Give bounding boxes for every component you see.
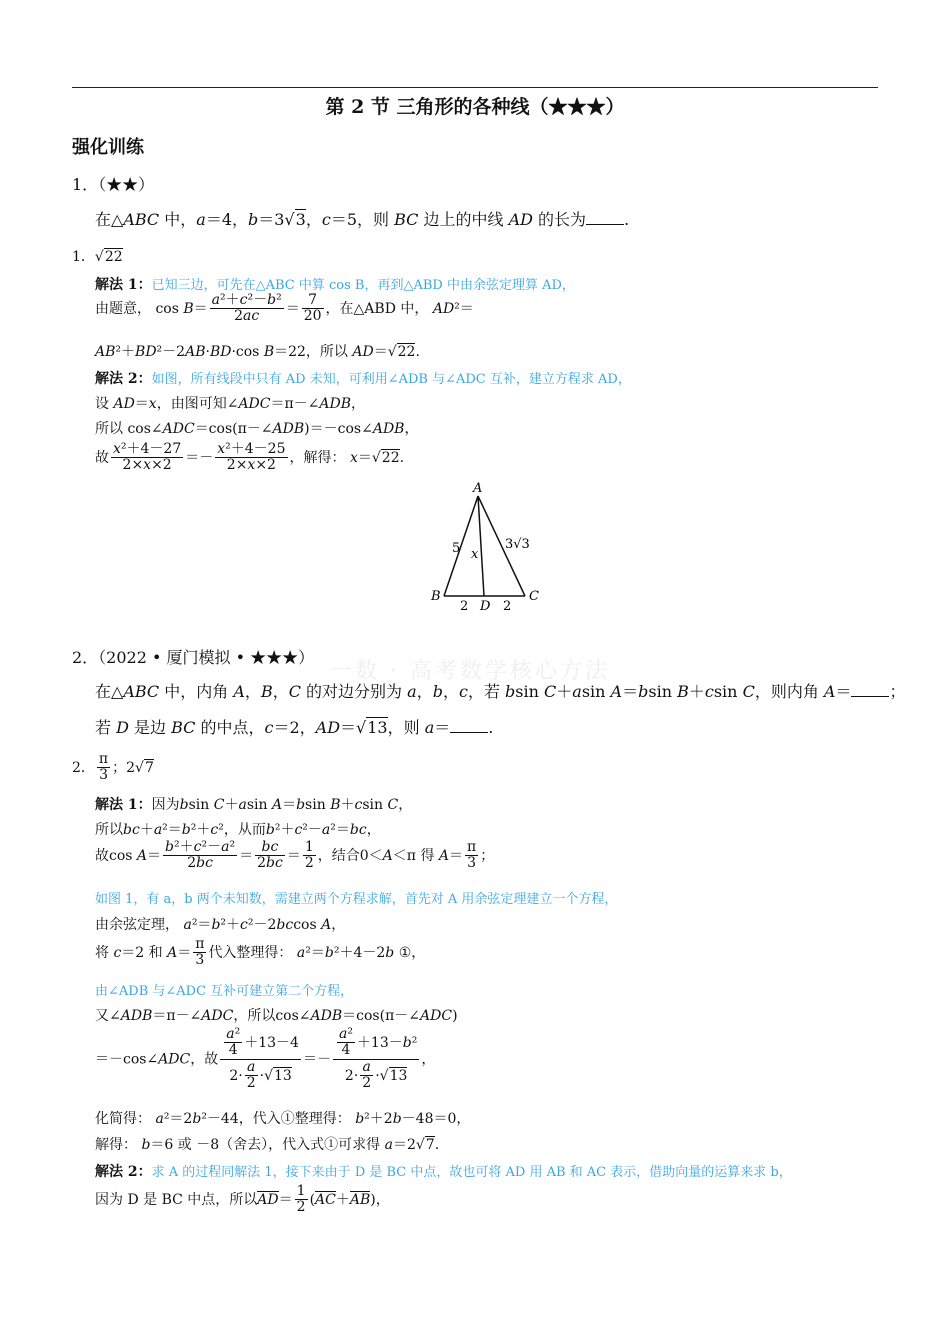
side-AB [444,496,478,596]
label-B: B [431,589,441,604]
label-D: D [480,599,491,614]
q2-s2-line1: 解法 2：求 A 的过程同解法 1，接下来由于 D 是 BC 中点，故也可将 AD 用 AB 和 AC 表示，借助向量的运算来求 b， [95,1164,792,1180]
q2-s1-line2: 所以bc＋a²＝b²＋c²，从而b²＋c²－a²＝bc， [95,822,381,838]
q1-answer: 1．√22 [72,249,123,265]
median-AD [478,496,484,596]
q1-s2-line1: 解法 2：如图，所有线段中只有 AD 未知，可利用∠ADB 与∠ADC 互补，建立方程求 AD， [95,371,631,387]
q1-s1-line1: 解法 1：已知三边，可先在△ABC 中算 cos B，再到△ABD 中由余弦定理算 AD， [95,277,575,293]
q2-simplify: 化简得： a²＝2b²－44，代入①整理得： b²＋2b－48＝0， [95,1111,471,1127]
q2-cos-law: 由余弦定理， a²＝b²＋c²－2bccos A， [95,917,346,933]
q2-substitute: 将 c＝2 和 A＝ $\frac{\pi}{3}$ 代入整理得： a²＝b²＋4－2b ①， [95,936,426,969]
q2-text-line2: 若 D 是边 BC 的中点，c＝2，AD＝√13，则 a＝ . [95,718,494,737]
q2-hint1: 如图 1，有 a，b 两个未知数，需建立两个方程求解，首先对 A 用余弦定理建立一个方程， [95,892,618,907]
q2-s2-line2: 因为 D 是 BC 中点，所以AD＝ $\frac{1}{2}$ (AC＋AB)， [95,1183,390,1216]
label-median: x [471,547,479,562]
top-rule [72,87,878,88]
q1-s1-line2: 由题意， cos B＝ $\frac{\text{a²＋c²－b²}}{2ac}$ ＝ $\frac{7}{20}$ ，在△ABD 中， AD²＝ [95,292,474,325]
q2-hint2: 由∠ADB 与∠ADC 互补可建立第二个方程， [95,984,354,999]
label-DC: 2 [503,599,512,614]
q1-triangle-figure [425,480,545,615]
q1-s1-line3: AB²＋BD²－2AB·BD·cos B＝22，所以 AD＝√22. [95,344,420,360]
watermark: 一数 · 高考数学核心方法 [330,659,610,684]
q1-s2-line2: 设 AD＝x，由图可知∠ADC＝π－∠ADB， [95,396,366,412]
q2-text-line1: 在△ABC 中，内角 A，B，C 的对边分别为 a，b，c，若 bsin C＋asin A＝bsin B＋csin C，则内角 A＝ ； [95,682,906,701]
q2-again: 又∠ADB＝π－∠ADC，所以cos∠ADB＝cos(π－∠ADC) [95,1008,458,1024]
label-side-AB: 5 [452,541,461,556]
q2-header: 2．（2022 • 厦门模拟 • ★★★） [72,648,315,667]
q2-s1-line1: 解法 1：因为bsin C＋asin A＝bsin B＋csin C， [95,797,413,813]
q1-header: 1．（★★） [72,175,155,194]
subsection-heading: 强化训练 [72,137,144,158]
label-A: A [473,481,483,496]
q2-solve: 解得： b＝6 或 －8（舍去），代入式①可求得 a＝2√7. [95,1137,440,1153]
q1-s2-line4: 故 $\frac{\text{x²＋4－27}}{2\times x\times 2}$ ＝－ $\frac{\text{x²＋4－25}}{2\times x\times 2}$ ，解得： x＝√22. [95,441,405,474]
q1-text: 在△ABC 中，a＝4，b＝3√3，c＝5，则 BC 边上的中线 AD 的长为 . [95,210,630,229]
label-side-AC: 3√3 [505,537,530,552]
q2-equation: ＝－cos∠ADC，故 $\frac{\text{a²}}{4}$ ＋13－4 2· $\frac{a}{2}$ ·√13 ＝－ $\frac{\text{a²}}{4}$ ＋13－b² 2· $\frac{a}{2}$ ·√13 ， [95,1026,436,1092]
label-BD: 2 [460,599,469,614]
q1-s2-line3: 所以 cos∠ADC＝cos(π－∠ADB)＝－cos∠ADB， [95,421,419,437]
q2-s1-line3: 故cos A＝ $\frac{\text{b²＋c²－a²}}{2bc}$ ＝ $\frac{bc}{2bc}$ ＝ $\frac{1}{2}$ ，结合0＜A＜π 得 A＝ $\frac{\pi}{3}$ ； [95,839,495,872]
section-title: 第 2 节 三角形的各种线（★★★） [325,96,625,118]
label-C: C [529,589,539,604]
q2-answer: 2． $\frac{\pi}{3}$ ；2√7 [72,751,154,784]
